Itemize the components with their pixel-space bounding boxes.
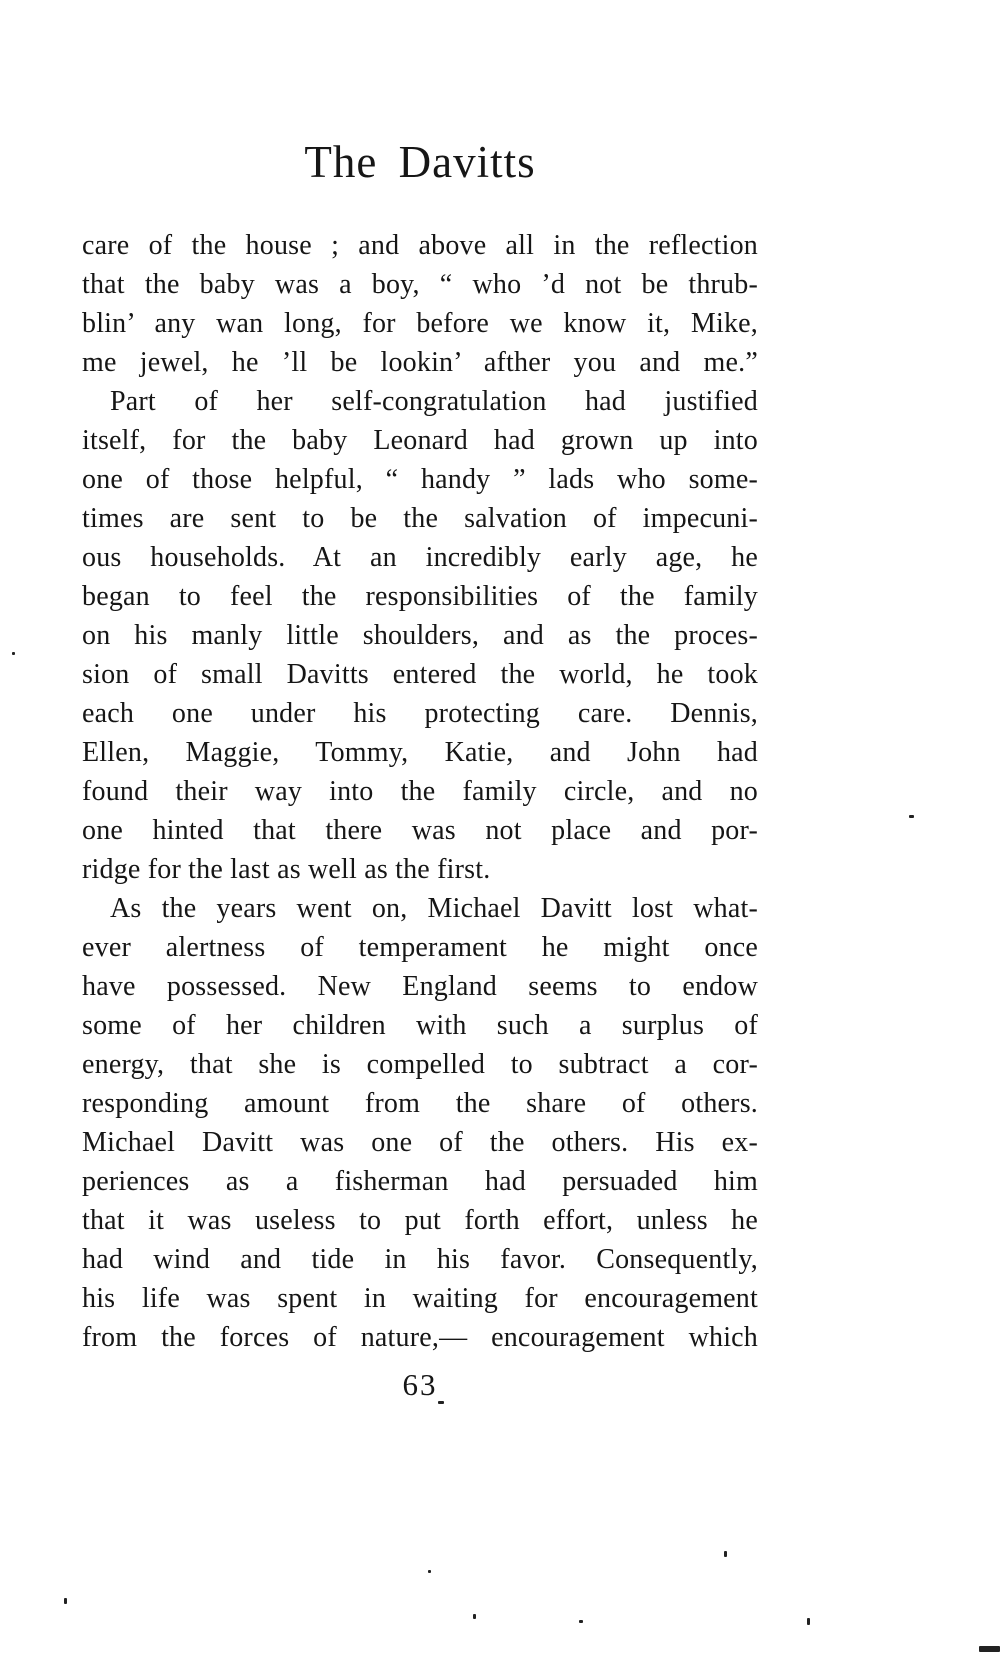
- text-line: ever alertness of temperament he might once: [82, 932, 758, 963]
- text-line: found their way into the family circle, and no: [82, 776, 758, 807]
- scan-speck: [428, 1570, 431, 1573]
- text-line: one hinted that there was not place and por-: [82, 815, 758, 846]
- text-line: his life was spent in waiting for encouragement: [82, 1283, 758, 1314]
- text-line: times are sent to be the salvation of impecuni-: [82, 503, 758, 534]
- text-line: Michael Davitt was one of the others. His ex-: [82, 1127, 758, 1158]
- scan-speck: [909, 815, 914, 818]
- text-line: As the years went on, Michael Davitt lost what-: [110, 893, 758, 924]
- page-title: The Davitts: [304, 137, 536, 187]
- text-line: that the baby was a boy, “ who ’d not be thrub-: [82, 269, 758, 300]
- text-line: periences as a fisherman had persuaded him: [82, 1166, 758, 1197]
- text-line: Part of her self-congratulation had justified: [110, 386, 758, 417]
- scan-speck: [473, 1614, 476, 1619]
- text-line: ous households. At an incredibly early age, he: [82, 542, 758, 573]
- text-line: ridge for the last as well as the first.: [82, 854, 491, 885]
- text-line: me jewel, he ’ll be lookin’ afther you and me.”: [82, 347, 758, 378]
- text-line: one of those helpful, “ handy ” lads who some-: [82, 464, 758, 495]
- text-line: some of her children with such a surplus of: [82, 1010, 758, 1041]
- text-line: sion of small Davitts entered the world, he took: [82, 659, 758, 690]
- scan-speck: [807, 1618, 810, 1625]
- text-line: itself, for the baby Leonard had grown up into: [82, 425, 758, 456]
- text-line: blin’ any wan long, for before we know it, Mike,: [82, 308, 758, 339]
- text-line: responding amount from the share of others.: [82, 1088, 758, 1119]
- text-line: began to feel the responsibilities of the family: [82, 581, 758, 612]
- text-line: each one under his protecting care. Dennis,: [82, 698, 758, 729]
- text-block: [82, 226, 758, 1357]
- page-number: 63: [402, 1367, 438, 1402]
- text-line: that it was useless to put forth effort, unless he: [82, 1205, 758, 1236]
- text-line: on his manly little shoulders, and as the proces-: [82, 620, 758, 651]
- text-line: had wind and tide in his favor. Consequently,: [82, 1244, 758, 1275]
- text-line: from the forces of nature,— encouragement which: [82, 1322, 758, 1353]
- scan-speck: [12, 652, 15, 655]
- scan-corner-mark: [979, 1646, 1000, 1652]
- text-line: Ellen, Maggie, Tommy, Katie, and John had: [82, 737, 758, 768]
- text-line: care of the house ; and above all in the reflection: [82, 230, 758, 261]
- scan-speck: [64, 1598, 67, 1604]
- scan-speck: [438, 1401, 444, 1404]
- text-line: have possessed. New England seems to endow: [82, 971, 758, 1002]
- scan-speck: [579, 1620, 583, 1623]
- text-line: energy, that she is compelled to subtract a cor-: [82, 1049, 758, 1080]
- scan-speck: [724, 1551, 727, 1557]
